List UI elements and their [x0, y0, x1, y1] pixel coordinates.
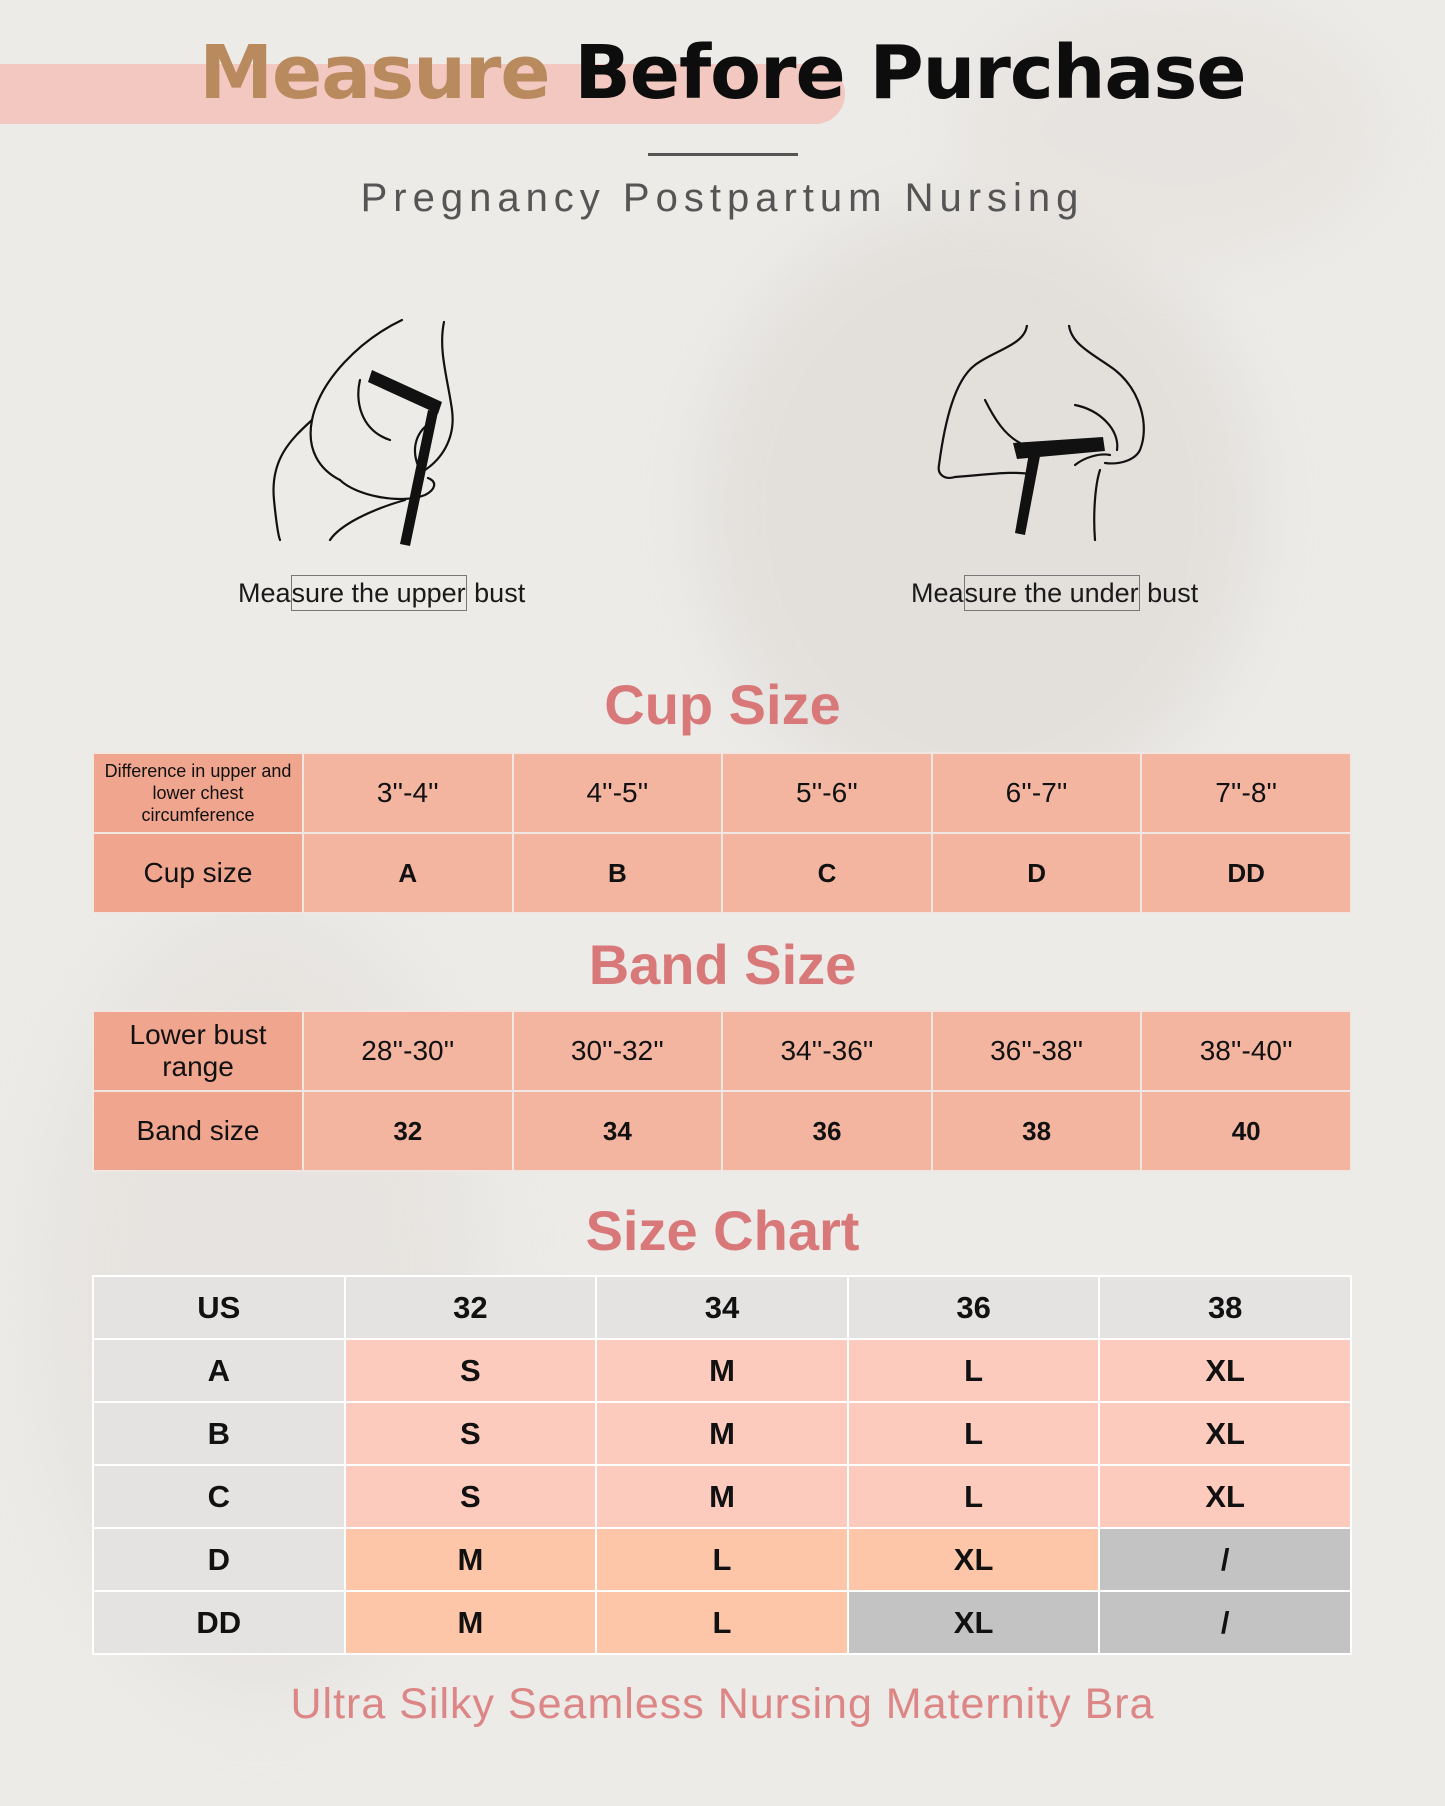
caption-text-end: bust — [466, 578, 526, 608]
table-cell: / — [1099, 1528, 1351, 1591]
column-header: 38 — [1099, 1276, 1351, 1339]
table-cell: L — [848, 1339, 1100, 1402]
table-cell: L — [596, 1591, 848, 1654]
table-cell: / — [1099, 1591, 1351, 1654]
table-row — [93, 1091, 1351, 1171]
cup-size-table — [92, 752, 1352, 914]
table-row — [93, 1591, 1351, 1654]
row-header: B — [93, 1402, 345, 1465]
table-cell: 30''-32'' — [513, 1011, 723, 1091]
table-cell: C — [722, 833, 932, 913]
table-cell: XL — [1099, 1465, 1351, 1528]
band-size-title: Band Size — [588, 933, 857, 996]
table-cell: M — [596, 1465, 848, 1528]
table-row — [93, 1465, 1351, 1528]
row-header: Lower bust range — [93, 1011, 303, 1091]
column-header: 34 — [596, 1276, 848, 1339]
table-cell: L — [848, 1465, 1100, 1528]
table-cell: 34''-36'' — [722, 1011, 932, 1091]
table-cell: M — [345, 1528, 597, 1591]
table-cell: 34 — [513, 1091, 723, 1171]
row-header: D — [93, 1528, 345, 1591]
row-header: A — [93, 1339, 345, 1402]
page-subtitle: Pregnancy Postpartum Nursing — [360, 176, 1085, 220]
row-header: DD — [93, 1591, 345, 1654]
table-cell: D — [932, 833, 1142, 913]
table-cell: 40 — [1141, 1091, 1351, 1171]
caption-text-end: bust — [1139, 578, 1199, 608]
table-row — [93, 1339, 1351, 1402]
table-cell: M — [596, 1339, 848, 1402]
caption-text: Mea — [911, 578, 964, 608]
row-header: Band size — [93, 1091, 303, 1171]
cup-size-title: Cup Size — [604, 673, 841, 736]
column-header: 36 — [848, 1276, 1100, 1339]
table-cell: A — [303, 833, 513, 913]
table-cell: S — [345, 1339, 597, 1402]
table-cell: DD — [1141, 833, 1351, 913]
title-accent-word: Measure — [199, 30, 550, 116]
table-cell: M — [596, 1402, 848, 1465]
table-cell: 36 — [722, 1091, 932, 1171]
column-header: 32 — [345, 1276, 597, 1339]
table-cell: 36''-38'' — [932, 1011, 1142, 1091]
table-cell: XL — [848, 1528, 1100, 1591]
table-cell: B — [513, 833, 723, 913]
band-size-table — [92, 1010, 1352, 1172]
upper-bust-illustration-icon — [260, 310, 480, 550]
table-header-row — [93, 1276, 1351, 1339]
product-name-footer: Ultra Silky Seamless Nursing Maternity Bra — [290, 1680, 1155, 1728]
caption-boxed-text: sure the upper — [291, 575, 467, 611]
caption-boxed-text: sure the under — [964, 575, 1140, 611]
under-bust-illustration-icon — [925, 325, 1165, 550]
table-row — [93, 1528, 1351, 1591]
table-cell: 38 — [932, 1091, 1142, 1171]
under-bust-caption — [911, 578, 1198, 609]
size-chart-title: Size Chart — [585, 1199, 860, 1262]
table-row — [93, 753, 1351, 833]
table-cell: XL — [848, 1591, 1100, 1654]
table-cell: 38''-40'' — [1141, 1011, 1351, 1091]
table-cell: L — [596, 1528, 848, 1591]
table-row — [93, 833, 1351, 913]
size-chart-table — [92, 1275, 1352, 1655]
table-cell: XL — [1099, 1339, 1351, 1402]
upper-bust-caption — [238, 578, 525, 609]
table-cell: L — [848, 1402, 1100, 1465]
table-cell: 4''-5'' — [513, 753, 723, 833]
row-header: Cup size — [93, 833, 303, 913]
table-row — [93, 1402, 1351, 1465]
table-row — [93, 1011, 1351, 1091]
row-header: Difference in upper and lower chest circumference — [93, 753, 303, 833]
title-rest: Before Purchase — [574, 30, 1246, 116]
table-cell: 5''-6'' — [722, 753, 932, 833]
page-title — [0, 30, 1445, 116]
caption-text: Mea — [238, 578, 291, 608]
table-cell: 28''-30'' — [303, 1011, 513, 1091]
table-cell: M — [345, 1591, 597, 1654]
table-cell: 32 — [303, 1091, 513, 1171]
title-divider — [648, 153, 798, 156]
table-cell: 3''-4'' — [303, 753, 513, 833]
column-header: US — [93, 1276, 345, 1339]
table-cell: S — [345, 1465, 597, 1528]
table-cell: 7''-8'' — [1141, 753, 1351, 833]
table-cell: S — [345, 1402, 597, 1465]
table-cell: 6''-7'' — [932, 753, 1142, 833]
table-cell: XL — [1099, 1402, 1351, 1465]
row-header: C — [93, 1465, 345, 1528]
